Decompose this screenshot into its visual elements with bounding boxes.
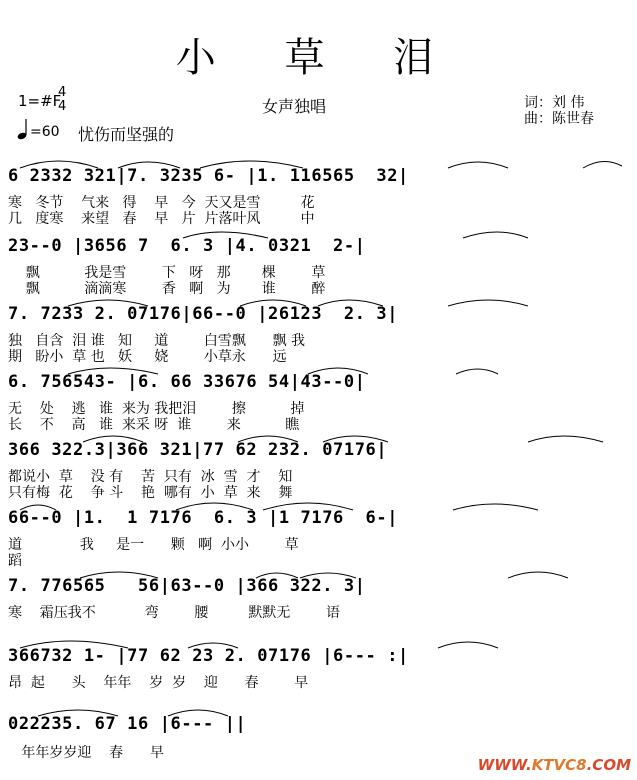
- lyric-verse-2: 期 盼小 草 也 妖 娆 小草永 远: [8, 349, 287, 365]
- notation-line: 23--0 |3656 7 6. 3 |4. 0321 2-|: [8, 236, 366, 256]
- notation-line: 022235. 67 16 |6--- ||: [8, 714, 247, 734]
- watermark-suffix: .COM: [586, 756, 631, 774]
- lyric-verse-2: 长 不 高 谁 来采 呀 谁 来 瞧: [8, 417, 300, 433]
- tempo-marking: =60: [30, 124, 60, 140]
- lyric-verse-1: 寒 霜压我不 弯 腰 默默无 语: [8, 605, 341, 621]
- lyric-verse-1: 年年岁岁迎 春 早: [8, 745, 164, 761]
- notation-line: 6. 756543- |6. 66 33676 54|43--0|: [8, 372, 366, 392]
- notation-line: 7. 7233 2. 07176|66--0 |26123 2. 3|: [8, 304, 399, 324]
- lyric-verse-1: 飘 我是雪 下 呀 那 棵 草: [8, 265, 326, 281]
- key-signature: 1=#F: [18, 92, 62, 110]
- time-bottom: 4: [58, 99, 67, 114]
- lyric-verse-1: 昂 起 头 年年 岁 岁 迎 春 早: [8, 675, 309, 691]
- lyric-verse-1: 寒 冬节 气来 得 早 今 天又是雪 花: [8, 195, 315, 211]
- notation-line: 7. 776565 56|63--0 |366 322. 3|: [8, 576, 366, 596]
- watermark-brand: KTVC8: [531, 756, 587, 774]
- lyric-verse-2: 飘 滴滴寒 香 啊 为 谁 醉: [8, 281, 326, 297]
- notation-line: 366 322.3|366 321|77 62 232. 07176|: [8, 440, 388, 460]
- time-top: 4: [58, 85, 67, 100]
- composer: 曲：陈世春: [524, 111, 594, 127]
- expression-marking: 忧伤而坚强的: [78, 125, 175, 144]
- notation-line: 366732 1- |77 62 23 2. 07176 |6--- :|: [8, 646, 409, 666]
- lyricist: 词：刘 伟: [524, 95, 585, 111]
- notation-line: 66--0 |1. 1 7176 6. 3 |1 7176 6-|: [8, 508, 399, 528]
- song-title: 小 草 泪: [175, 35, 462, 81]
- notation-line: 6 2332 321|7. 3235 6- |1. 116565 32|: [8, 166, 409, 186]
- lyric-verse-1: 都说小 草 没 有 苦 只有 冰 雪 才 知: [8, 469, 293, 485]
- lyric-verse-1: 道 我 是一 颗 啊 小小 草: [8, 537, 299, 553]
- site-watermark: [478, 756, 631, 774]
- lyric-verse-2: 几 度寒 来望 春 早 片 片落叶风 中: [8, 211, 315, 227]
- lyric-verse-2: 只有梅 花 争 斗 艳 哪有 小 草 来 舞: [8, 485, 293, 501]
- watermark-prefix: WWW.: [477, 756, 532, 774]
- quarter-note-icon: [17, 118, 31, 140]
- time-signature: [58, 86, 66, 114]
- lyric-verse-2: 蹈: [8, 553, 22, 569]
- lyric-verse-1: 无 处 逃 谁 来为 我把泪 擦 掉: [8, 401, 305, 417]
- lyric-verse-1: 独 自含 泪 谁 知 道 白雪飘 飘 我: [8, 333, 306, 349]
- vocal-type: 女声独唱: [262, 97, 327, 116]
